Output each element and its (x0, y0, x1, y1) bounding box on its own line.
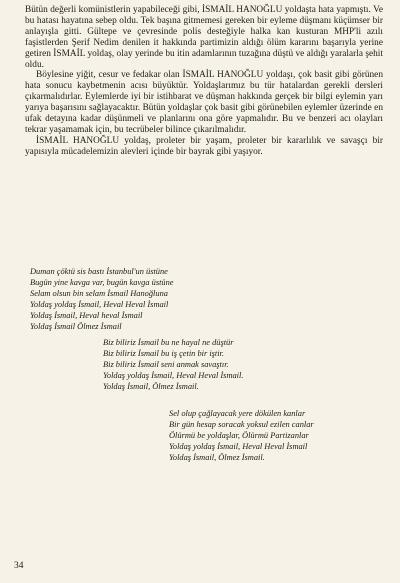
poem-line: Ölürmü be yoldaşlar, Ölürmü Partizanlar (169, 430, 309, 440)
poem-line: Yoldaş yoldaş İsmail, Heval Heval İsmail. (103, 370, 244, 380)
poem-line: Yoldaş İsmail, Heval heval İsmail (30, 310, 143, 320)
poem-line: Yoldaş İsmail, Ölmez İsmail. (169, 452, 265, 462)
poem-line: Yoldaş yoldaş İsmail, Heval Heval İsmail (169, 441, 308, 451)
paragraph-1: Bütün değerli komünistlerin yapabileceği gibi, İSMAİL HANOĞLU yoldaşta hata yapmıştı. Ve bu hatası hayatına sebep oldu. Tek başına gitmemesi gereken bir eyleme düşmanı küçümser bir anlayışla gitti. Gültepe ve çevresinde polis desteğiyle halka kan kusturan MHP'li azılı faşistlerden Şerif Nedim denilen it hakkında partimizin aldığı ölüm kararını başarıyla yerine getiren İSMAİL yoldaş, olay yerinde bu itin adamlarının tuzağına düştü ve aldığı yaralarla şehit oldu. (25, 5, 383, 70)
poem-line: Yoldaş İsmail Ölmez İsmail (30, 321, 122, 331)
paragraph-2: Böylesine yiğit, cesur ve fedakar olan İSMAİL HANOĞLU yoldaşı, çok basit gibi görünen hata sonucu kaybetmenin acısı büyüktür. Yoldaşlarımız bu tür hatalardan gerekli dersleri çıkarmalıdırlar. Eylemlerde iyi bir istihbarat ve düşman hakkında gerçek bir bilgi eylemin yarı yarıya başarısını sağlayacaktır. Bütün yoldaşlar çok basit gibi görünebilen eylemler üzerinde en ufak detayına kadar düşünmeli ve planlarını ona göre yapmalıdır. Bu ve benzeri acı olayları tekrar yaşamamak için, bu tecrübeler bilince çıkarılmalıdır. (25, 70, 383, 135)
poem-line: Biz biliriz İsmail bu ne hayal ne düştür (103, 338, 234, 347)
poem-line: Biz biliriz İsmail bu iş çetin bir iştir. (103, 348, 224, 358)
poem-stanza-2 (103, 338, 243, 393)
poem-line: Sel olup çağlayacak yere dökülen kanlar (169, 409, 306, 418)
page-number: 34 (14, 561, 24, 571)
poem-line: Bugün yine kavga var, bugün kavga üstüne (30, 277, 174, 287)
paragraph-3: İSMAİL HANOĞLU yoldaş, proleter bir yaşam, proleter bir kararlılık ve savaşçı bir yapısıyla mücadelemizin alevleri içinde bir bayrak gibi yaşıyor. (25, 135, 383, 157)
poem-line: Duman çöktü sis bastı İstanbul'un üstüne (30, 267, 168, 276)
poem-stanza-1 (30, 267, 174, 332)
poem-stanza-3 (169, 409, 314, 464)
poem-line: Bir gün hesap soracak yoksul ezilen canlar (169, 419, 314, 429)
prose-block (25, 5, 383, 158)
poem-line: Yoldaş İsmail, Ölmez İsmail. (103, 381, 199, 391)
poem-line: Biz biliriz İsmail seni anmak savaştır. (103, 359, 229, 369)
poem-line: Yoldaş yoldaş İsmail, Heval Heval İsmail (30, 299, 169, 309)
poem-line: Selam olsun bin selam İsmail Hanoğluna (30, 288, 168, 298)
